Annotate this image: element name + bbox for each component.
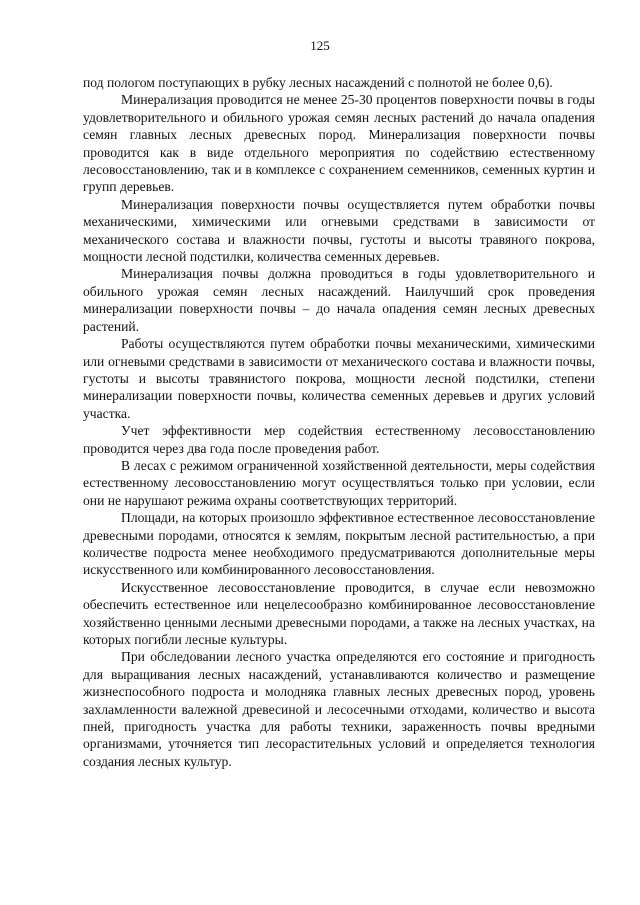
paragraph: Площади, на которых произошло эффективное естественное лесовосстановление древесными породами, относятся к землям, покрытым лесной растительностью, а при количестве подроста менее необходимого предусматриваются дополнительные меры искусственного или комбинированного лесовосстановления.	[83, 510, 595, 578]
paragraph-continuation: под пологом поступающих в рубку лесных насаждений с полнотой не более 0,6).	[83, 75, 553, 90]
page-number: 125	[310, 38, 330, 53]
paragraph: При обследовании лесного участка определяются его состояние и пригодность для выращивания лесных насаждений, устанавливаются количество и размещение жизнеспособного подроста и молодняка главных лесных древесных пород, уровень захламленности валежной древесиной и лесосечными отходами, количество и высота пней, пригодность участка для работы техники, зараженность почвы вредными организмами, уточняется тип лесорастительных условий и определяется технология создания лесных культур.	[83, 649, 595, 769]
body-text	[83, 74, 595, 770]
paragraph: Учет эффективности мер содействия естественному лесовосстановлению проводится через два года после проведения работ.	[83, 423, 595, 456]
paragraph: Минерализация проводится не менее 25-30 процентов поверхности почвы в годы удовлетворительного и обильного урожая семян лесных растений до начала опадения семян главных лесных древесных пород. Минерализация поверхности почвы проводится как в виде отдельного мероприятия по содействию естественному лесовосстановлению, так и в комплексе с сохранением семенников, семенных куртин и групп деревьев.	[83, 92, 595, 195]
paragraph: В лесах с режимом ограниченной хозяйственной деятельности, меры содействия естественному лесовосстановлению могут осуществляться только при условии, если они не нарушают режима охраны соответствующих территорий.	[83, 457, 595, 508]
paragraph: Минерализация поверхности почвы осуществляется путем обработки почвы механическими, химическими или огневыми средствами в зависимости от механического состава и влажности почвы, густоты и высоты травяного покрова, мощности лесной подстилки, количества семенных деревьев.	[83, 196, 595, 265]
paragraph: Искусственное лесовосстановление проводится, в случае если невозможно обеспечить естественное или нецелесообразно комбинированное лесовосстановление хозяйственно ценными лесными древесными породами, а также на лесных участках, на которых погибли лесные культуры.	[83, 579, 595, 647]
paragraph: Минерализация почвы должна проводиться в годы удовлетворительного и обильного урожая семян лесных насаждений. Наилучший срок проведения минерализации поверхности почвы – до начала опадения семян лесных древесных растений.	[83, 266, 595, 334]
paragraph: Работы осуществляются путем обработки почвы механическими, химическими или огневыми средствами в зависимости от механического состава и влажности почвы, густоты и высоты травянистого покрова, мощности лесной подстилки, степени минерализации поверхности почвы, количества семенных деревьев и других условий участка.	[83, 336, 595, 421]
